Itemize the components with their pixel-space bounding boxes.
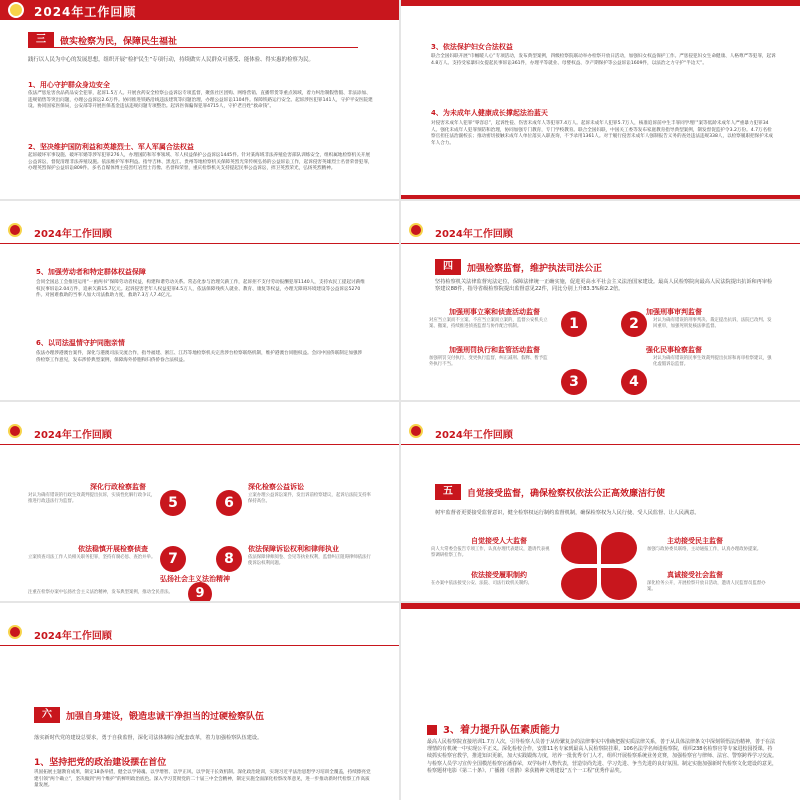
section-intro: 树牢监督者更要接受监督意识，健全检察权运行制约监督机制，确保检察权为人民行使、受人民监督、让人民满意。 (435, 510, 700, 516)
section-number: 三 (28, 32, 54, 48)
section-intro: 践行以人民为中心的发展思想，组织开展“检护民生”专项行动，持续做实人民群众可感受、能体验、得实惠的检察为民。 (28, 57, 314, 63)
petal-title: 依法接受履职制约 (471, 571, 527, 579)
subheading: 4、为未成年人健康成长撑起法治蓝天 (431, 109, 548, 117)
item-title: 依法稳慎开展检察侦查 (78, 545, 148, 553)
number-circle: 1 (561, 311, 587, 337)
number-circle: 5 (160, 490, 186, 516)
slide-3 (0, 201, 399, 400)
item-text: 立案办理公益诉讼案件，发出诉前检察建议，起诉后法院支持率保持高位。 (248, 493, 371, 504)
top-bar (401, 0, 800, 6)
number-circle: 9 (188, 582, 212, 601)
slide-8 (401, 603, 800, 800)
emblem-icon (8, 2, 24, 18)
quadrant-text: 对认为确有错误的民事生效裁判提出抗诉和再审检察建议，强化虚假诉讼监督。 (653, 356, 772, 367)
header-divider (0, 444, 399, 445)
section-number: 四 (435, 259, 461, 275)
slide-1 (0, 0, 399, 199)
number-circle: 2 (621, 311, 647, 337)
document-icon (427, 725, 437, 735)
number-circle: 4 (621, 369, 647, 395)
quadrant-text: 对应当立案而不立案、不应当立案而立案的，监督公安机关立案、撤案，持续推进侦查监督与协作配合机制。 (429, 318, 548, 329)
petal-text: 深化检务公开，开展检察开放日活动，邀请人民监督员监督办案。 (647, 581, 766, 592)
item-text: 立案侦查司法工作人员相关职务犯罪，坚持有腐必惩、查治并举。 (28, 555, 156, 560)
header-divider (0, 243, 399, 244)
grid-divider (0, 400, 800, 402)
top-bar (401, 603, 800, 609)
item-title: 深化检察公益诉讼 (248, 483, 304, 491)
slide-6 (401, 402, 800, 601)
emblem-icon (8, 223, 22, 237)
petal-title: 自觉接受人大监督 (471, 537, 527, 545)
slide-2 (401, 0, 800, 199)
emblem-icon (409, 424, 423, 438)
header-title: 2024年工作回顾 (435, 229, 513, 240)
petal-text: 在办案中依法接受公安、法院、司法行政机关制约。 (431, 581, 532, 586)
grid-divider (0, 601, 800, 603)
section-title: 加强检察监督，维护执法司法公正 (467, 264, 603, 274)
subheading: 6、以司法温情守护同胞亲情 (36, 339, 125, 347)
paragraph: 会同全国总工会推进运用“一函两书”保障劳动者权益，构建和谐劳动关系。常态化参与治理欠薪工作，起诉拒不支付劳动报酬犯罪1140人，支持农民工提起讨薪维权民事诉讼2.04万件，追索欠薪15.7亿元。起诉侵害老年人权益犯罪4.5万人，依法保障残疾人就业、教育、康复等权益，办理无障碍环境建设等公益诉讼5270件。对困难救助的当事人加大司法救助力度，救助7.3万人7.4亿元。 (36, 280, 365, 299)
subheading: 3、着力提升队伍素质能力 (443, 725, 560, 736)
quadrant-text: 对认为确有错误的刑事判决、裁定提出抗诉，法院已改判、发回重审，加强死刑复核法律监督。 (653, 318, 772, 329)
paragraph: 起诉破坏军事设施、破坏军婚等涉军犯罪276人，办理国防和军事领域、军人权益保护公益诉讼1445件。针对某海域非法养殖危害部队训练安全，组织属地检察机关开展公益诉讼，督促清理非法养殖设施。依法维护军事利益。指导吉林、黑龙江、贵州等地检察机关保障英烈光荣传统弘扬的公益诉讼工作，起诉侵害英雄烈士名誉荣誉犯罪，办理英烈保护公益诉讼809件。多名自媒体博主侵害红岩烈士肖像、名誉和荣誉，重庆检察机关支持提起民事公益诉讼，捍卫英烈荣光，弘扬英烈精神。 (28, 153, 373, 172)
header-divider (401, 243, 800, 244)
subheading: 1、坚持把党的政治建设摆在首位 (34, 758, 167, 768)
header-title: 2024年工作回顾 (34, 631, 112, 642)
item-text: 注重在检察办案中弘扬社会主义法治精神，发布典型案例，推动全民普法。 (28, 590, 173, 595)
grid-divider (0, 199, 800, 201)
section-intro: 落实新时代党的建设总要求，勇于自我监督，深化司法体制综合配套改革，着力加强检察队伍建设。 (34, 735, 263, 741)
subheading: 1、用心守护群众身边安全 (28, 81, 110, 89)
section-title: 自觉接受监督，确保检察权依法公正高效廉洁行使 (467, 489, 666, 499)
header-divider (401, 444, 800, 445)
item-title: 依法保障诉讼权利和律师执业 (248, 545, 339, 553)
paragraph: 依法严惩危害食品药品安全犯罪，起诉1.5万人。开展食药安全检察公益诉讼专项监督，聚焦社区团购、网络营销、直播带货等重点领域，着力纠治制假售假、非法添加、违规销售等突出问题，办理公益诉讼2.6万件。协同推进铁路沿线违法建筑等问题治理，办理公益诉讼1104件。保障铁路运行安全。起诉涉医犯罪141人，守护平安医院建设。协同国家医保局，公安部等开展医保基金违法违规问题专项整治。起诉医保骗保犯罪4715人，守护老百姓“救命钱”。 (28, 91, 373, 110)
item-text: 依法保障律师阅卷、会见等执业权利，监督纠正阻碍律师依法行使诉讼权利问题。 (248, 555, 371, 566)
petal-shape (561, 532, 597, 564)
item-title: 深化行政检察监督 (90, 483, 146, 491)
section-divider (28, 47, 358, 48)
subheading: 5、加强劳动者和特定群体权益保障 (36, 268, 146, 276)
petal-text: 加强与政协委员联络，主动通报工作，认真办理政协提案。 (647, 547, 762, 552)
quadrant-title: 加强刑罚执行和监管活动监督 (449, 346, 540, 354)
petal-title: 主动接受民主监督 (667, 537, 723, 545)
slide-7 (0, 603, 399, 800)
quadrant-title: 加强刑事立案和侦查活动监督 (449, 308, 540, 316)
slide-5 (0, 402, 399, 601)
subheading: 2、坚决维护国防利益和英雄烈士、军人军属合法权益 (28, 143, 194, 151)
section-number: 五 (435, 484, 461, 500)
header-title: 2024年工作回顾 (34, 5, 137, 19)
slide-4 (401, 201, 800, 400)
number-circle: 7 (160, 546, 186, 572)
item-text: 对认为确有错误的行政生效裁判提出抗诉，实质性化解行政争议，推进行政违法行为监督。 (28, 493, 156, 504)
petal-text: 向人大常委会报告专项工作，认真办理代表建议，邀请代表视察调研检察工作。 (431, 547, 550, 558)
petal-shape (601, 532, 637, 564)
emblem-icon (8, 424, 22, 438)
number-circle: 8 (216, 546, 242, 572)
item-title: 弘扬社会主义法治精神 (160, 575, 230, 583)
paragraph: 巩固拓展主题教育成果，制定18条举措，健全以学铸魂、以学增智、以学正风、以学促干长效机制。深化政治轮训，实现习近平法治思想学习培训全覆盖，持续擦亮党建引领“两个确立”，坚决做到“两个维护”的鲜明政治底色。深入学习贯彻党的二十届三中全会精神，制定实施全面深化检察改革意见，进一步推动新时代检察工作高质量发展。 (34, 770, 371, 789)
paragraph: 联合全国妇联开展“巾帼暖人心”专项活动，发布典型案例，四级检察院联动举办检察开放日活动，加强妇女权益保护工作。严惩侵犯妇女生命健康、人格尊严等犯罪，起诉4.8万人。支持受家暴妇女提起民事诉讼361件，办理平等就业、母婴权益、孕产期保护等公益诉讼1609件，以法治之力守护“半边天”。 (431, 54, 776, 66)
header-title: 2024年工作回顾 (435, 430, 513, 441)
header-title: 2024年工作回顾 (34, 229, 112, 240)
subheading: 3、依法保护妇女合法权益 (431, 43, 513, 51)
section-title: 做实检察为民，保障民生福祉 (60, 37, 178, 47)
quadrant-text: 加强刑罚交付执行、变更执行监督，纠正减刑、假释、暂予监外执行不当。 (429, 356, 548, 367)
section-number: 六 (34, 707, 60, 723)
section-intro: 坚持检察机关法律监督宪法定位，保障法律统一正确实施，促进更高水平社会主义法治国家建设。最高人民检察院向最高人民法院提出抗诉和再审检察建议88件，指导省级检察院提出监督意见22件，同比分别上升83.3%和2.2倍。 (435, 279, 773, 293)
emblem-icon (409, 223, 423, 237)
slide-header (0, 0, 399, 20)
number-circle: 3 (561, 369, 587, 395)
paragraph: 依法办理涉港澳台案件，深化与港澳司法交流合作，指导福建、浙江、江苏等地检察机关完善涉台检察联络机制，维护港澳台同胞权益。会同中国侨联制定加强涉侨检察工作意见，发布涉侨典型案例，保障海外侨胞和归侨侨眷合法权益。 (36, 351, 363, 363)
paragraph: 最高人民检察院直接培训1.7万人次，引导检察人员善于从纷繁复杂的法律事实中准确把握实质法律关系，善于从具体法律条文中深刻领悟法治精神，善于在法理情的有机统一中实现公平正义。深化检校合作，安排11名专家到最高人民检察院挂职，106名法学名师进检察院，组织238名检察官等专家进校园授课。持续抓实检察官教学，推进知识更新，加大实践锻炼力度，培养一批优秀专门人才，组织开展检察系统业务竞赛，加强检察官与律师、法官、警察跨界学习交流。与检察人员学习宣传全国模范检察官潘春荣，双学标杆人物代表，营造崇尚先进、学习先进、争当先进的良好氛围。制定实施加强新时代检察文化建设的意见，检察题材电影《第二十条》、广播剧《喜鹊》荣获精神文明建设“五个一工程”优秀作品奖。 (427, 739, 778, 774)
petal-shape (601, 568, 637, 600)
header-divider (0, 645, 399, 646)
quadrant-title: 强化民事检察监督 (646, 346, 702, 354)
petal-title: 真诚接受社会监督 (667, 571, 723, 579)
quadrant-title: 加强刑事审判监督 (646, 308, 702, 316)
number-circle: 6 (216, 490, 242, 516)
paragraph: 对侵害未成年人犯罪“零容忍”，起诉性侵、伤害未成年人等犯罪7.4万人。起诉未成年人犯罪5.7万人，核准追诉前中生丰罪同学埋尸案等低龄未成年人严重暴力犯罪34人。强化未成年人犯罪预防和治理，协同加强专门教育，专门学校教育。联合全国妇联，中国关工委等发布家庭教育指导典型案例，制发督促监护令3.2万份。4.7万名检察官担任法治副校长；推动密切接触未成年人单位落实入职查询，不予录用1361人。对于履行侵害未成年人强制报告义务的查处违法违规338人，以检察履职把保护未成年人合力。 (431, 121, 774, 146)
header-title: 2024年工作回顾 (34, 430, 112, 441)
emblem-icon (8, 625, 22, 639)
petal-shape (561, 568, 597, 600)
section-title: 加强自身建设，锻造忠诚干净担当的过硬检察队伍 (66, 712, 265, 722)
